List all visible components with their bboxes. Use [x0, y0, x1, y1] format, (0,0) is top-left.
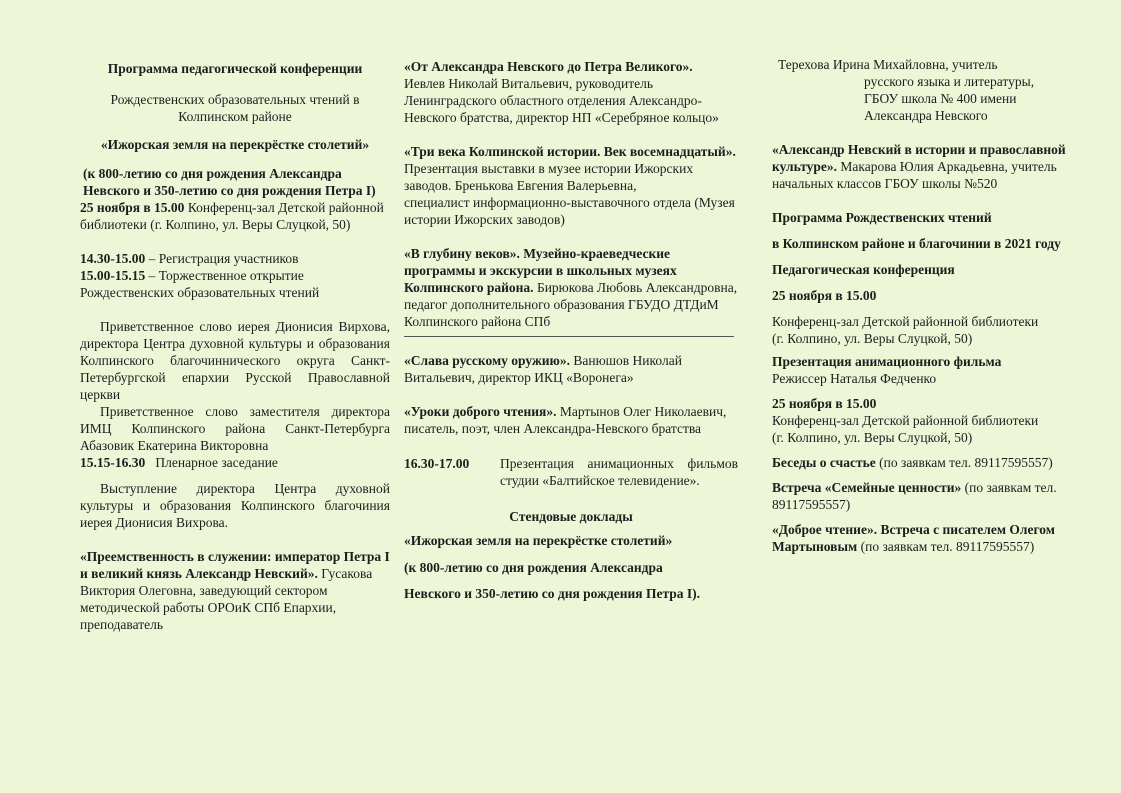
report-title: «Преемственность в служении: император Петра I и великий князь Александр Невский». — [80, 549, 390, 581]
event-good-reading-meeting — [772, 521, 1072, 555]
event-contact: (по заявкам тел. 89117595557) — [857, 539, 1035, 554]
poster-anniversary-1: (к 800-летию со дня рождения Александра — [404, 560, 663, 575]
report-succession — [80, 548, 390, 633]
greeting-abazovik: Приветственное слово заместителя директора ИМЦ Колпинского района Санкт-Петербурга Абазовик Екатерина Викторовна — [80, 404, 390, 453]
event-date-1: 25 ноября в 15.00 — [772, 288, 877, 303]
report-author: Ванюшов Николай Витальевич, директор ИКЦ «Воронега» — [404, 353, 682, 385]
report-author: Гусакова Виктория Олеговна, заведующий сектором методической работы ОРОиК СПб Епархии, преподаватель — [80, 566, 373, 632]
program-subtitle: Рождественских образовательных чтений в Колпинском районе — [110, 92, 360, 124]
report-title: «В глубину веков». Музейно-краеведческие программы и экскурсии в школьных музеях Колпинского района. — [404, 246, 677, 295]
terekhova-line-4: Александра Невского — [864, 108, 988, 123]
report-title: «Уроки доброго чтения». — [404, 404, 557, 419]
event-address-2: (г. Колпино, ул. Веры Слуцкой, 50) — [772, 430, 973, 445]
schedule-text: Пленарное заседание — [145, 455, 278, 470]
event-date-2: 25 ноября в 15.00 — [772, 396, 877, 411]
report-author-dept: специалист информационно-выставочного отдела (Музея истории Ижорских заводов) — [404, 195, 735, 227]
report-nevsky-peter — [404, 58, 738, 126]
report-author: Мартынов Олег Николаевич, писатель, поэт, член Александра-Невского братства — [404, 404, 727, 436]
terekhova-line-2: русского языка и литературы, — [864, 74, 1035, 89]
column-middle — [404, 0, 738, 602]
schedule-time: 16.30-17.00 — [404, 456, 470, 471]
event-family-values — [772, 479, 1072, 513]
conference-place: Конференц-зал Детской районной библиотеки (г. Колпино, ул. Веры Слуцкой, 50) — [80, 200, 384, 232]
event-title: «Доброе чтение». Встреча с писателем Олегом Мартыновым — [772, 522, 1055, 554]
report-author: Макарова Юлия Аркадьевна, учитель начальных классов ГБОУ школы №520 — [772, 159, 1057, 191]
report-author: Бирюкова Любовь Александровна, педагог дополнительного образования ГБУДО ДТДиМ Колпинского района СПб — [404, 280, 738, 329]
report-author: Иевлев Николай Витальевич, руководитель Ленинградского областного отделения Александро-Невского братства, директор НП «Серебряное кольцо» — [404, 76, 719, 125]
event-contact: (по заявкам тел. 89117595557) — [772, 480, 1057, 512]
event-address-1: (г. Колпино, ул. Веры Слуцкой, 50) — [772, 331, 973, 346]
report-good-reading — [404, 403, 738, 437]
conference-date: 25 ноября в 15.00 — [80, 200, 185, 215]
conference-date-place — [80, 199, 390, 233]
event-title: Беседы о счастье — [772, 455, 876, 470]
report-title: «Слава русскому оружию». — [404, 353, 570, 368]
report-title: «Александр Невский в истории и православной культуре». — [772, 142, 1066, 174]
event-place-1: Конференц-зал Детской районной библиотеки — [772, 314, 1039, 329]
film-director: Режиссер Наталья Федченко — [772, 371, 937, 386]
report-kolpino-history — [404, 143, 738, 228]
poster-theme: «Ижорская земля на перекрёстке столетий» — [404, 533, 673, 548]
report-title: «Три века Колпинской истории. Век восемнадцатый». — [404, 144, 736, 159]
report-depth-of-ages — [404, 245, 738, 330]
schedule-time: 15.15-16.30 — [80, 455, 146, 470]
film-presentation-title: Презентация анимационного фильма — [772, 354, 1002, 369]
schedule-opening — [80, 267, 390, 301]
poster-anniversary-2: Невского и 350-летию со дня рождения Петра I). — [404, 586, 700, 601]
event-title: Встреча «Семейные ценности» — [772, 480, 962, 495]
terekhova-line-3: ГБОУ школа № 400 имени — [864, 91, 1017, 106]
event-happiness-talks — [772, 454, 1072, 471]
report-nevsky-orthodox — [772, 141, 1072, 192]
schedule-text: – Торжественное открытие Рождественских образовательных чтений — [80, 268, 320, 300]
divider-line — [404, 336, 734, 337]
poster-reports-title: Стендовые доклады — [509, 509, 633, 524]
anniversary-note: (к 800-летию со дня рождения Александра Невского и 350-летию со дня рождения Петра I) — [83, 166, 376, 198]
report-title: «От Александра Невского до Петра Великого». — [404, 59, 693, 74]
schedule-time: 15.00-15.15 — [80, 268, 146, 283]
event-place-2: Конференц-зал Детской районной библиотеки — [772, 413, 1039, 428]
readings-program-title: Программа Рождественских чтений — [772, 210, 992, 225]
conference-theme: «Ижорская земля на перекрёстке столетий» — [100, 137, 370, 152]
schedule-text: – Регистрация участников — [145, 251, 299, 266]
column-left — [80, 0, 390, 633]
director-speech: Выступление директора Центра духовной культуры и образования Колпинского благочиния иерея Дионисия Вихрова. — [80, 481, 390, 530]
schedule-registration — [80, 250, 390, 267]
schedule-plenary — [80, 454, 390, 471]
report-author: Презентация выставки в музее истории Ижорских заводов. Бренькова Евгения Валерьевна, — [404, 161, 694, 193]
report-russian-arms — [404, 352, 738, 386]
program-title: Программа педагогической конференции — [107, 61, 363, 76]
schedule-presentation — [404, 455, 738, 489]
greeting-vikhrov: Приветственное слово иерея Дионисия Вирхова, директора Центра духовной культуры и образования Колпинского благочиннического округа Санкт-Петербургской епархии Русской Православной церкви — [80, 319, 390, 402]
schedule-time: 14.30-15.00 — [80, 251, 146, 266]
schedule-text: Презентация анимационных фильмов студии «Балтийское телевидение». — [500, 456, 738, 488]
terekhova-line-1: Терехова Ирина Михайловна, учитель — [778, 57, 998, 72]
pedagogical-conference: Педагогическая конференция — [772, 262, 955, 277]
column-right — [772, 0, 1072, 555]
event-contact: (по заявкам тел. 89117595557) — [875, 455, 1053, 470]
readings-program-subtitle: в Колпинском районе и благочинии в 2021 году — [772, 236, 1061, 251]
